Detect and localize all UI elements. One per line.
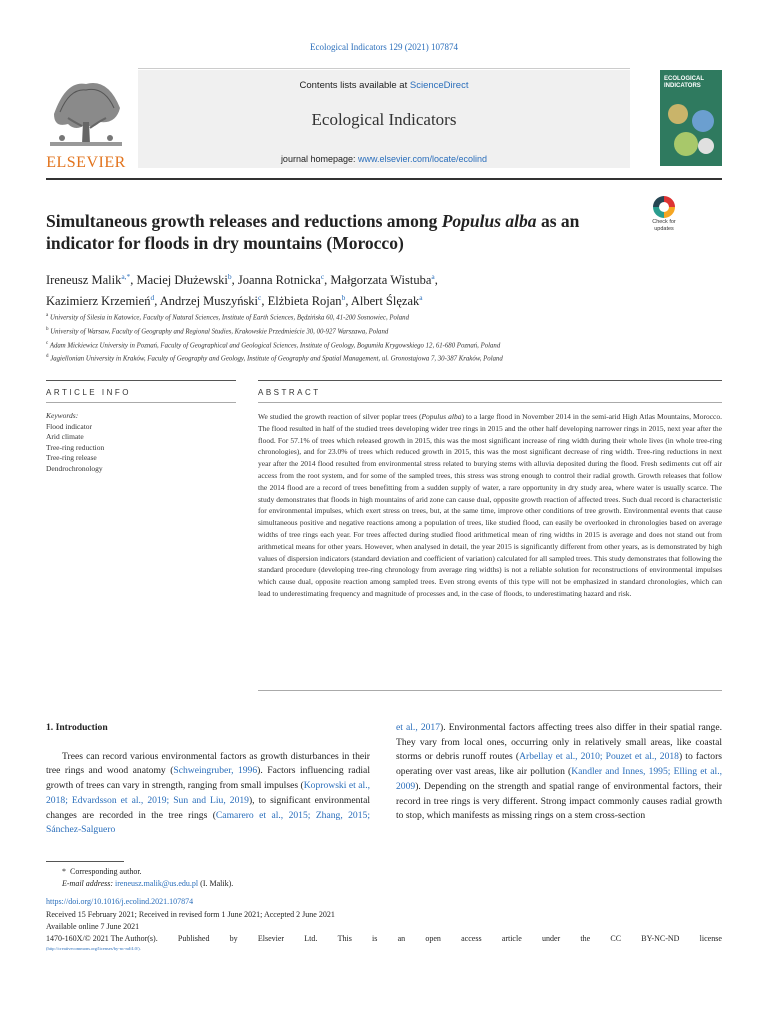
contents-line xyxy=(138,80,630,91)
license-word: under xyxy=(541,934,561,944)
keyword-item: Flood indicator xyxy=(46,421,93,431)
body-text: ). Environmental factors affecting trees also differ in their spatial range. They vary from local ones, occurring only in relatively small areas, like coastal storms or debris runoff routes ( xyxy=(396,722,722,763)
affiliation-key: b xyxy=(46,326,49,332)
author-affiliation-mark[interactable]: a xyxy=(431,272,435,281)
abstract-heading: ABSTRACT xyxy=(258,388,321,397)
license-word: an xyxy=(397,934,406,944)
sciencedirect-link[interactable]: ScienceDirect xyxy=(409,80,469,91)
license-word: 1470-160X/© 2021 The Author(s). xyxy=(46,934,158,944)
intro-paragraph xyxy=(46,750,370,838)
author-name[interactable]: Kazimierz Krzemień xyxy=(46,294,151,309)
license-word: by xyxy=(229,934,238,944)
body-text: Trees can record various environmental factors as growth disturbances in their tree rings and wood anatomy ( xyxy=(46,750,370,777)
intro-left-column xyxy=(46,721,370,838)
keyword-item: Dendrochronology xyxy=(46,463,103,473)
keyword-item: Tree-ring release xyxy=(46,453,97,462)
affiliation-text: Jagiellonian University in Kraków, Faculty of Geography and Geology, Institute of Geography and Spatial Management, ul. Gronostajowa 7, 30-387 Kraków, Poland xyxy=(50,355,503,363)
abstract-heading-rule xyxy=(258,402,722,403)
email-label: E-mail address: xyxy=(62,879,114,889)
elsevier-tree-icon xyxy=(46,74,126,148)
license-word: Elsevier xyxy=(257,934,285,944)
license-word: access xyxy=(461,934,482,944)
cover-decoration xyxy=(698,138,714,154)
author-separator: , xyxy=(154,294,160,309)
footnote-text: Corresponding author. xyxy=(70,867,142,876)
affiliation-list xyxy=(46,310,706,365)
license-word: article xyxy=(501,934,522,944)
author-name[interactable]: Ireneusz Malik xyxy=(46,273,122,288)
title-part-1: Simultaneous growth releases and reductions among xyxy=(46,211,442,231)
article-info-heading: ARTICLE INFO xyxy=(46,388,131,397)
license-word: license xyxy=(699,934,722,944)
affiliation-key: a xyxy=(46,313,49,318)
journal-cover-image[interactable] xyxy=(660,70,722,166)
article-info-top-rule xyxy=(46,380,236,381)
keyword-item: Arid climate xyxy=(46,432,84,441)
keywords-label: Keywords: xyxy=(46,411,79,420)
author-affiliation-mark[interactable]: b xyxy=(227,272,232,281)
body-text: ) to factors operating over vast areas, like air pollution ( xyxy=(396,751,722,778)
check-updates-icon xyxy=(653,196,675,218)
cover-title: ECOLOGICAL INDICATORS xyxy=(664,76,704,89)
contents-prefix: Contents lists available at xyxy=(299,80,410,91)
citation-link[interactable]: Koprowski et al., 2018; Edvardsson et al., 2019; Sun and Liu, 2019 xyxy=(46,780,370,806)
keywords-list xyxy=(46,411,236,474)
affiliation-item xyxy=(46,338,706,352)
license-url-link[interactable]: (http://creativecommons.org/licenses/by-nc-nd/4.0/). xyxy=(46,946,141,952)
publisher-wordmark: ELSEVIER xyxy=(46,154,126,171)
abstract-rest: ) to a large flood in November 2014 in the semi-arid High Atlas Mountains, Morocco. The flood resulted in half of the studied trees developing wider tree rings in 2015 and the other half developing narrower rings in 2015, next year after the flood. For 57.1% of trees which released growth in 2015, this was the most significant increase of ring width during their whole lives (in whole tree-ring chronologies), and for 23.0% of trees which reduced growth in 2015, this was the most significant decrease of ring width. Tree-ring reductions in next year after the 2014 flood resulted from environmental stress related to burying stems with alluvia deposited during the flood. Fresh sediments cut off air access from the root system, and for some of the sampled trees, this stress was strong enough to control their radial growth. Growth releases that follow the 2014 flood are a record of trees benefitting from a sudden supply of water, a rare opportunity in dry study area, where water is usually scarce. The study demonstrates that floods in high mountains of arid zone can cause dual, opposite growth reaction of affected trees. Such dual record is characteristic for environmental impulses, which exert stress on trees, but, at the same time, improve other conditions of tree growth. Environmental events that cause simultaneous positive and negative reactions among a population of trees, like studied flood, can easily be overlooked in chronologies based on average widths of tree rings each year. For trees affected during studied flood arithmetical mean of ring widths in 2015 is average and does not stand out from arithmetical means for other years. However, when analysed in detail, the year 2015 is significantly different from other years, as is demonstrated by high values of dispersion indicators (standard deviation and coefficient of variation) calculated for all sampled trees. This study demonstrates that following the standard procedure (developing tree-ring chronology from average ring widths) is not a reliable solution for reconstructions of environmental impulses which cause dual, opposite reaction among sampled trees. Even strong events of this type will not be emphasized in standard chronologies, which can lead to underestimating frequency and magnitude of processes and, in the case of floods, to underestimating hazard and risk. xyxy=(258,412,722,598)
abstract-species: Populus alba xyxy=(421,412,462,421)
affiliation-item xyxy=(46,324,706,338)
homepage-line xyxy=(138,154,630,164)
author-separator: , xyxy=(261,294,268,309)
keyword-item: Tree-ring reduction xyxy=(46,442,105,452)
author-name[interactable]: Albert Ślęzak xyxy=(350,294,420,309)
journal-masthead xyxy=(46,68,722,170)
check-updates-label: Check for updates xyxy=(652,219,676,232)
masthead-top-rule xyxy=(138,68,630,69)
author-affiliation-mark[interactable]: c xyxy=(258,293,262,303)
available-online: Available online 7 June 2021 xyxy=(46,921,140,931)
intro-heading: 1. Introduction xyxy=(46,722,108,733)
masthead-bottom-rule xyxy=(46,178,722,180)
author-affiliation-mark[interactable]: c xyxy=(320,272,325,281)
affiliation-text: University of Silesia in Katowice, Faculty of Natural Sciences, Institute of Earth Sciences, Będzińska 60, 41-200 Sosnowiec, Poland xyxy=(49,314,409,322)
journal-homepage-link[interactable]: www.elsevier.com/locate/ecolind xyxy=(358,154,488,164)
affiliation-key: c xyxy=(46,340,49,346)
abstract-top-rule xyxy=(258,380,722,381)
author-name[interactable]: Joanna Rotnicka xyxy=(237,273,321,288)
masthead-banner xyxy=(138,70,630,168)
abstract-lead: We studied the growth reaction of silver poplar trees ( xyxy=(258,412,422,421)
footnote-mark: * xyxy=(62,867,66,876)
citation-link[interactable]: Camarero et al., 2015; Zhang, 2015; Sánchez-Salguero xyxy=(46,809,370,836)
author-name[interactable]: Maciej Dłużewski xyxy=(136,273,228,288)
license-word: Ltd. xyxy=(304,934,318,944)
author-affiliation-mark[interactable]: a xyxy=(419,293,423,303)
license-word: This xyxy=(337,934,352,944)
check-for-updates-button[interactable] xyxy=(645,196,683,234)
citation-link[interactable]: Kandler and Innes, 1995; Elling et al., 2009 xyxy=(396,766,722,792)
cover-decoration xyxy=(674,132,698,156)
footnotes xyxy=(46,866,722,953)
citation-link[interactable]: et al., 2017 xyxy=(396,722,441,733)
author-separator: , xyxy=(324,273,331,288)
author-affiliation-mark[interactable]: a,* xyxy=(121,272,131,281)
intro-right-column xyxy=(396,721,722,824)
author-separator: , xyxy=(345,294,351,309)
license-statement xyxy=(46,933,722,945)
homepage-prefix: journal homepage: xyxy=(280,154,358,164)
body-text: ), to significant environmental changes are recorded in the tree rings ( xyxy=(46,794,370,821)
license-word: is xyxy=(372,934,378,944)
license-word: open xyxy=(425,934,441,944)
license-word: BY-NC-ND xyxy=(641,934,680,944)
affiliation-item xyxy=(46,351,706,365)
author-name[interactable]: Elżbieta Rojan xyxy=(267,294,342,309)
author-affiliation-mark[interactable]: d xyxy=(150,293,155,303)
abstract-body xyxy=(258,411,722,600)
article-info-heading-rule xyxy=(46,402,236,403)
license-word: Published xyxy=(177,934,210,944)
citation-link[interactable]: Arbellay et al., 2010; Pouzet et al., 2018 xyxy=(519,751,679,763)
journal-reference[interactable]: Ecological Indicators 129 (2021) 107874 xyxy=(310,42,458,52)
cover-decoration xyxy=(668,104,688,124)
elsevier-logo[interactable] xyxy=(46,74,126,170)
abstract-bottom-rule xyxy=(258,690,722,691)
doi-link[interactable]: https://doi.org/10.1016/j.ecolind.2021.107874 xyxy=(46,897,194,907)
journal-title: Ecological Indicators xyxy=(311,110,457,129)
citation-link[interactable]: Schweingruber, 1996 xyxy=(173,765,258,777)
email-note xyxy=(46,878,722,890)
article-title xyxy=(46,210,626,254)
author-affiliation-mark[interactable]: b xyxy=(341,293,346,303)
author-separator: , xyxy=(434,273,438,288)
author-name[interactable]: Małgorzata Wistuba xyxy=(330,273,432,288)
footnote-rule xyxy=(46,861,124,862)
corresponding-author-note xyxy=(46,866,722,878)
received-dates: Received 15 February 2021; Received in revised form 1 June 2021; Accepted 2 June 2021 xyxy=(46,909,335,919)
affiliation-text: University of Warsaw, Faculty of Geography and Regional Studies, Krakowskie Przedmieście 30, 00-927 Warszawa, Poland xyxy=(50,328,389,336)
email-suffix: (I. Malik). xyxy=(198,879,234,889)
title-species: Populus alba xyxy=(441,211,537,231)
intro-paragraph-continued xyxy=(396,721,722,824)
license-word: CC xyxy=(610,934,622,944)
author-list xyxy=(46,268,706,310)
affiliation-item xyxy=(46,310,706,324)
body-text: ). Depending on the strength and spatial range of environmental factors, their record in tree rings is very different. Strong impact commonly causes radial growth to stop, which manifests as missing rings on a stem cross-section xyxy=(396,780,722,822)
affiliation-key: d xyxy=(46,354,49,360)
license-word: the xyxy=(580,934,591,944)
affiliation-text: Adam Mickiewicz University in Poznań, Faculty of Geographical and Geological Sciences, Institute of Geology, Bogumiła Krygowskiego 12, 61-680 Poznań, Poland xyxy=(49,341,501,349)
title-part-2: as an indicator for floods in dry mountains (Morocco) xyxy=(46,211,580,253)
cover-decoration xyxy=(692,110,714,132)
author-name[interactable]: Andrzej Muszyński xyxy=(159,294,259,309)
body-text: ). Factors influencing radial growth of trees can vary in strength, ranging from small impulses ( xyxy=(46,765,370,792)
author-separator: , xyxy=(231,273,238,288)
email-link[interactable]: ireneusz.malik@us.edu.pl xyxy=(115,879,199,889)
author-separator: , xyxy=(130,273,137,288)
